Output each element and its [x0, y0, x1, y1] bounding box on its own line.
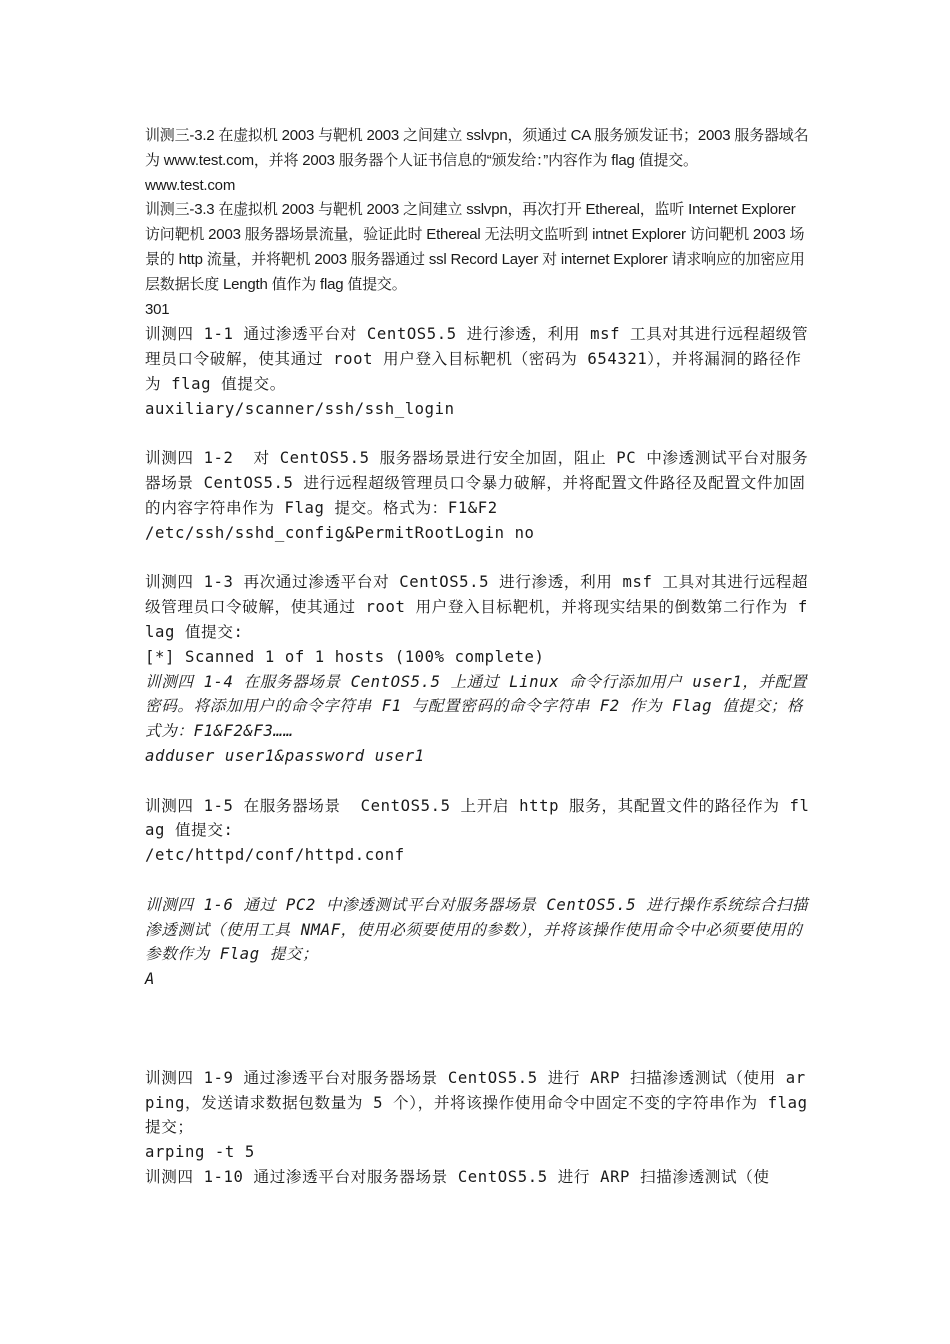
answer-4-5: /etc/httpd/conf/httpd.conf [145, 846, 405, 865]
answer-4-1: auxiliary/scanner/ssh/ssh_login [145, 399, 455, 418]
question-4-5: 训测四 1-5 在服务器场景 CentOS5.5 上开启 http 服务，其配置文件的路径作为 flag 值提交: [145, 796, 810, 840]
question-4-1: 训测四 1-1 通过渗透平台对 CentOS5.5 进行渗透，利用 msf 工具对其进行远程超级管理员口令破解，使其通过 root 用户登入目标靶机（密码为 654321），并将漏洞的路径作为 flag 值提交。 [145, 325, 809, 393]
answer-3-3: 301 [145, 300, 170, 318]
answer-4-6: A [145, 970, 155, 989]
question-4-4: 训测四 1-4 在服务器场景 CentOS5.5 上通过 Linux 命令行添加用户 user1，并配置密码。将添加用户的命令字符串 F1 与配置密码的命令字符串 F2 作为 Flag 值提交；格式为：F1&F2&F3…… [145, 672, 808, 741]
question-4-2: 训测四 1-2 对 CentOS5.5 服务器场景进行安全加固，阻止 PC 中渗透测试平台对服务器场景 CentOS5.5 进行远程超级管理员口令暴力破解，并将配置文件路径及配置文件加固的内容字符串作为 Flag 提交。格式为：F1&F2 [145, 449, 809, 517]
spacer [145, 992, 810, 1066]
spacer [145, 422, 810, 447]
question-4-3: 训测四 1-3 再次通过渗透平台对 CentOS5.5 进行渗透，利用 msf 工具对其进行远程超级管理员口令破解，使其通过 root 用户登入目标靶机，并将现实结果的倒数第二行作为 flag 值提交: [145, 573, 809, 641]
spacer [145, 769, 810, 794]
answer-4-4: adduser user1&password user1 [145, 746, 425, 765]
answer-4-3: [*] Scanned 1 of 1 hosts (100% complete) [145, 647, 545, 666]
question-4-10: 训测四 1-10 通过渗透平台对服务器场景 CentOS5.5 进行 ARP 扫描渗透测试（使 [145, 1168, 770, 1187]
spacer [145, 546, 810, 571]
spacer [145, 868, 810, 893]
question-4-6: 训测四 1-6 通过 PC2 中渗透测试平台对服务器场景 CentOS5.5 进行操作系统综合扫描渗透测试（使用工具 NMAF，使用必须要使用的参数），并将该操作使用命令中必须要使用的参数作为 Flag 提交； [145, 895, 809, 964]
answer-3-2: www.test.com [145, 176, 236, 194]
answer-4-9: arping -t 5 [145, 1143, 255, 1162]
question-3-2: 训测三-3.2 在虚拟机 2003 与靶机 2003 之间建立 sslvpn，须通过 CA 服务颁发证书；2003 服务器域名为 www.test.com，并将 2003 服务器个人证书信息的“颁发给：”内容作为 flag 值提交。 [145, 127, 809, 169]
question-4-9: 训测四 1-9 通过渗透平台对服务器场景 CentOS5.5 进行 ARP 扫描渗透测试（使用 arping，发送请求数据包数量为 5 个），并将该操作使用命令中固定不变的字符串作为 flag 提交； [145, 1068, 818, 1137]
question-3-3: 训测三-3.3 在虚拟机 2003 与靶机 2003 之间建立 sslvpn，再次打开 Ethereal，监听 Internet Explorer 访问靶机 2003 服务器场景流量，验证此时 Ethereal 无法明文监听到 intnet Explorer 访问靶机 2003 场景的 http 流量，并将靶机 2003 服务器通过 ssl Record Layer 对 internet Explorer 请求响应的加密应用层数据长度 Length 值作为 flag 值提交。 [145, 201, 805, 293]
document-body [145, 124, 818, 1190]
answer-4-2: /etc/ssh/sshd_config&PermitRootLogin no [145, 523, 535, 542]
